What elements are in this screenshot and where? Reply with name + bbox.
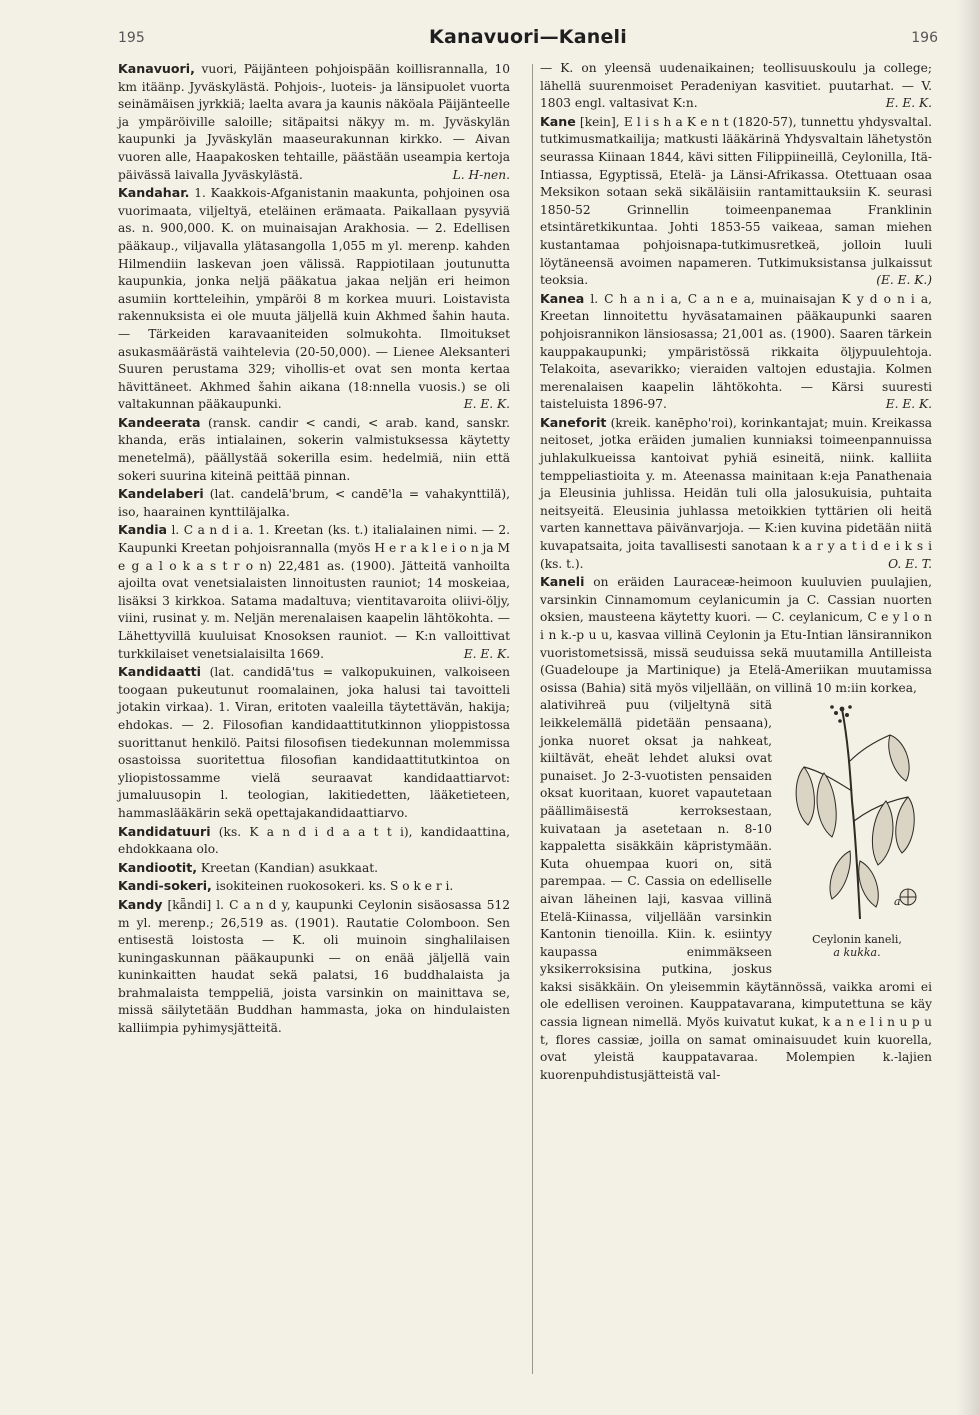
page-edge-shadow [957,0,979,1415]
right-column [540,60,932,1084]
caption-line-1: Ceylonin kaneli, [812,933,902,947]
dictionary-entry [118,184,510,414]
entry-headword: Kandeerata [118,414,201,430]
entry-headword: Kaneforit [540,414,607,430]
entry-text: (kreik. kanēpho'roi), korinkantajat; muin. Kreikassa neitoset, jotka eräiden jumalien kunniaksi toimeenpannuissa juhlakulkueissa kantoivat pyhiä esineitä, niink. kalliita temppeliastioita y. m. Ateenassa mainitaan k:eja Panathenaia ja Eleusinia juhlissa. Heidän tuli olla jalosukuisia, puhtaita neitsyeitä. Eleusinia juhlassa metoikkien tyttärien oli heitä varten kannettava päivänvarjoja. — K:ien kuvina pidetään niitä kuvapatsaita, joita tavallisesti sanotaan k a r y a t i d e i k s i (ks. t.). [540,415,932,571]
dictionary-entry [540,414,932,573]
entry-headword: Kandidatuuri [118,823,211,839]
entry-text: (ks. K a n d i d a a t t i), kandidaattina, ehdokkaana olo. [118,824,510,857]
entry-text: Kreetan (Kandian) asukkaat. [197,860,378,875]
left-column [118,60,510,1038]
entry-text: 1. Kaakkois-Afganistanin maakunta, pohjoinen osa vuorimaata, viljeltyä, eteläinen erämaata. Paikallaan pysyviä as. n. 900,000. K. on muinaisajan Arakhosia. — 2. Edellisen pääkaup., viljavalla ylätasangolla 1,055 m yl. merenp. kahden Hilmendiin laskevan joen välissä. Rappiotilaan joutunutta kaupunkia, jonka neljä pääkatua jakaa neljän eri heimon asumiin kortteleihin, ympäröi 8 m korkea muuri. Loistavista rakennuksista ei ole muuta jäljellä kuin Akhmed šahin hauta. — Tärkeiden karavaaniteiden solmukohta. Ilmoitukset asukasmäärästä vaihtelevia (20-50,000). — Lienee Aleksanteri Suuren perustama 329; vihollis-et ovat sen monta kertaa hävittäneet. Akhmed šahin aikana (18:nnella vuosis.) se oli valtakunnan pääkaupunki. [118,186,510,412]
entry-continuation [540,697,932,1084]
entry-signature: E. E. K. [885,96,932,111]
dictionary-entry [118,521,510,663]
figure-caption [782,933,932,959]
dictionary-entry [540,113,932,290]
dictionary-entry [118,896,510,1038]
entry-signature: O. E. T. [888,556,932,571]
dictionary-entry [118,877,510,896]
entry-text: (ransk. candir < candi, < arab. kand, sanskr. khanda, eräs intialainen, sokerin valmistuksessa käytetty menetelmä), päällystää sokerilla esim. hedelmiä, niin että sokeri suurina kiteinä peittää pinnan. [118,415,510,483]
entry-text: vuori, Päijänteen pohjoispään koillisrannalla, 10 km itäänp. Jyväskylästä. Pohjois-, luoteis- ja länsipuolet vuorta seinämäisen jyrkkiä; laelta avara ja kaunis näköala Päijänteelle ja ympäröiville saloille; sitäpaitsi näkyy m. m. Jyväskylän kaupunki ja Jyväskylän maaseurakunnan kirkko. — Aivan vuoren alle, Haapakosken tehtaille, päästään useampia kertoja päivässä laivalla Jyväskylästä. [118,62,510,182]
entry-signature: L. H-nen. [452,167,510,182]
dictionary-entry [540,290,932,414]
entry-headword: Kane [540,113,576,129]
dictionary-entry [118,414,510,485]
dictionary-entry [118,859,510,878]
entry-headword: Kanea [540,290,585,306]
figure-label-a: a [894,895,901,909]
running-title: Kanavuori—Kaneli [429,26,627,48]
dictionary-entry [118,823,510,859]
entry-signature: E. E. K. [885,397,932,412]
entry-text: (lat. candidā'tus = valkopukuinen, valkoiseen toogaan pukeutunut roomalainen, joka halusi tai tavoitteli jotakin virkaa). 1. Viran, eritoten vaaleilla täytettävän, hakija; ehdokas. — 2. Filosofian kandidaattitutkinnon ylioppistossa suorittanut henkilö. Paitsi filosofisen tiedekunnan molemmissa osastoissa suoritettua filosofian kandidaattitutkintoa on yliopistossamme vielä seuraavat kandidaattiarvot: jumaluusopin l. teologian, lakitiedetten, lääketieteen, hammaslääkärin sekä opettajakandidaattiarvo. [118,665,510,820]
entry-signature: (E. E. K.) [876,273,932,288]
page-number-right: 196 [911,30,938,46]
entry-text: [kein], E l i s h a K e n t (1820-57), tunnettu yhdysvaltal. tutkimusmatkailija; matkusti lääkärinä Yhdysvaltain lähetystön seurassa Kiinaan 1844, kävi sitten Filippiineillä, Ceylonilla, Itä-Intiassa, Egyptissä, Etelä- ja Länsi-Afrikassa. Otettuaan osaa Meksikon sotaan sekä sikäläisiin rantamittauksiin K. seurasi 1850-52 Grinnellin toimeenpanemaa Franklinin etsintäretkikuntaa. Johti 1853-55 vaikeaa, saman miehen kustantamaa pohjoisnapa-tutkimusretkeä, jolloin luuli löytäneensä avoimen napameren. Tutkimuksistansa julkaissut teoksia. [540,114,932,288]
entry-signature: E. E. K. [463,397,510,412]
entry-signature: E. E. K. [463,646,510,661]
entry-headword: Kandelaberi [118,486,204,502]
entry-headword: Kanavuori, [118,61,195,76]
entry-headword: Kandy [118,896,163,912]
entry-headword: Kandi-sokeri, [118,878,212,894]
entry-text: isokiteinen ruokosokeri. ks. S o k e r i. [211,879,454,894]
entry-text: alativihreä puu (viljeltynä sitä leikkelemällä pidetään pensaana), jonka nuoret oksat ja nahkeat, kiiltävät, eheät lehdet aluksi ovat punaiset. Jo 2-3-vuotisten pensaiden oksat kuoritaan, kuoret vapautetaan päällimäisestä kerroksestaan, kuivataan ja asetetaan n. 8-10 kappaletta sisäkkäin käpristymään. Kuta ohuempaa kuori on, sitä parempaa. — C. Cassia on edelliselle aivan läheinen laji, kasvaa villinä Etelä-Kiinassa, viljellään varsinkin Kantonin tienoilla. Kiin. k. esiintyy kaupassa enimmäkseen yksikerroksisina putkina, joskus kaksi sisäkkäin. On yleisemmin käytännössä, vaikka aromi ei ole edellisen veroinen. Kauppatavarana, kimputettuna se käy cassia lignean nimellä. Myös kuivatut kukat, k a n e l i n u p u t, flores cassiæ, joilla on samat ominaisuudet kuin kuorella, ovat yleistä kauppatavaraa. Molempien k.-lajien kuorenpuhdistusjätteistä val- [540,698,932,1082]
dictionary-entry [118,663,510,822]
entry-text: on eräiden Lauraceæ-heimoon kuuluvien puulajien, varsinkin Cinnamomum ceylanicumin ja C. Cassian nuorten oksien, mausteena käytetty kuori. — C. ceylanicum, C e y l o n i n k.-p u u, kasvaa villinä Ceylonin ja Etu-Intian länsirannikon vuoristometsissä, missä seuduissa sekä muutamilla Antilleista (Guadeloupe ja Martinique) ja Etelä-Ameriikan muutamissa osissa (Bahia) sitä myös viljellään, on villinä 10 m:iin korkea, [540,575,932,695]
caption-line-2: a kukka. [833,946,881,960]
column-divider [532,64,533,1374]
entry-headword: Kandia [118,522,168,538]
dictionary-entry [118,60,510,184]
figure-ceylon-cinnamon [782,701,932,959]
entry-text: (lat. candelā'brum, < candē'la = vahakynttilä), iso, haarainen kynttiläjalka. [118,487,510,519]
page-number-left: 195 [118,30,145,46]
entry-headword: Kandahar. [118,185,190,201]
cinnamon-branch-illustration [790,701,924,923]
entry-text: [kǟndi] l. C a n d y, kaupunki Ceylonin sisäosassa 512 m yl. merenp.; 26,519 as. (1901). Rautatie Colomboon. Sen entisestä loistosta — K. oli muinoin singhalilaisen kuningaskunnan pääkaupunki — on enää jäljellä vain kuninkaitten haudat sekä palatsi, 16 buddhalaista ja brahmalaista temppeliä, joista varsinkin on mainittava se, missä säilytetään Buddhan hammasta, joka on hindulaisten kalliimpia pyhimysjätteitä. [118,897,510,1036]
entry-text: l. C h a n i a, C a n e a, muinaisajan K y d o n i a, Kreetan linnoitettu hyväsatamainen pääkaupunki saaren pohjoisrannikon länsiosassa; 21,001 as. (1900). Saaren tärkein kauppakaupunki; ympäristössä rikkaita öljypuulehtoja. Telakoita, asevarikko; vieraiden valtojen edustajia. Kolmen merenalaisen kaapelin lähtökohta. — Kärsi suuresti taisteluista 1896-97. [540,291,932,412]
entry-headword: Kandidaatti [118,664,201,680]
dictionary-entry [540,573,932,697]
entry-headword: Kandiootit, [118,859,197,875]
running-header [118,26,938,56]
dictionary-entry [118,485,510,521]
dictionary-entry [540,60,932,113]
entry-text: l. C a n d i a. 1. Kreetan (ks. t.) italialainen nimi. — 2. Kaupunki Kreetan pohjoisrannalla (myös H e r a k l e i o n ja M e g a l o k a s t r o n) 22,481 as. (1900). Jätteitä vanhoilta ajoilta ovat venetsialaisten linnoitusten rauniot; 14 moskeiaa, lisäksi 3 kirkkoa. Satama madaltuva; vientitavaroita oliivi-öljy, viini, rusinat y. m. Neljän merenalaisen kaapelin lähtökohta. — Lähettyvillä kuuluisat Knosoksen rauniot. — K:n valloittivat turkkilaiset venetsialaisilta 1669. [118,523,510,661]
entry-text: — K. on yleensä uudenaikainen; teollisuuskoulu ja college; lähellä suurenmoiset Peradeniyan kasvitiet. puutarhat. — V. 1803 engl. valtasivat K:n. [540,61,932,111]
entry-headword: Kaneli [540,574,585,590]
